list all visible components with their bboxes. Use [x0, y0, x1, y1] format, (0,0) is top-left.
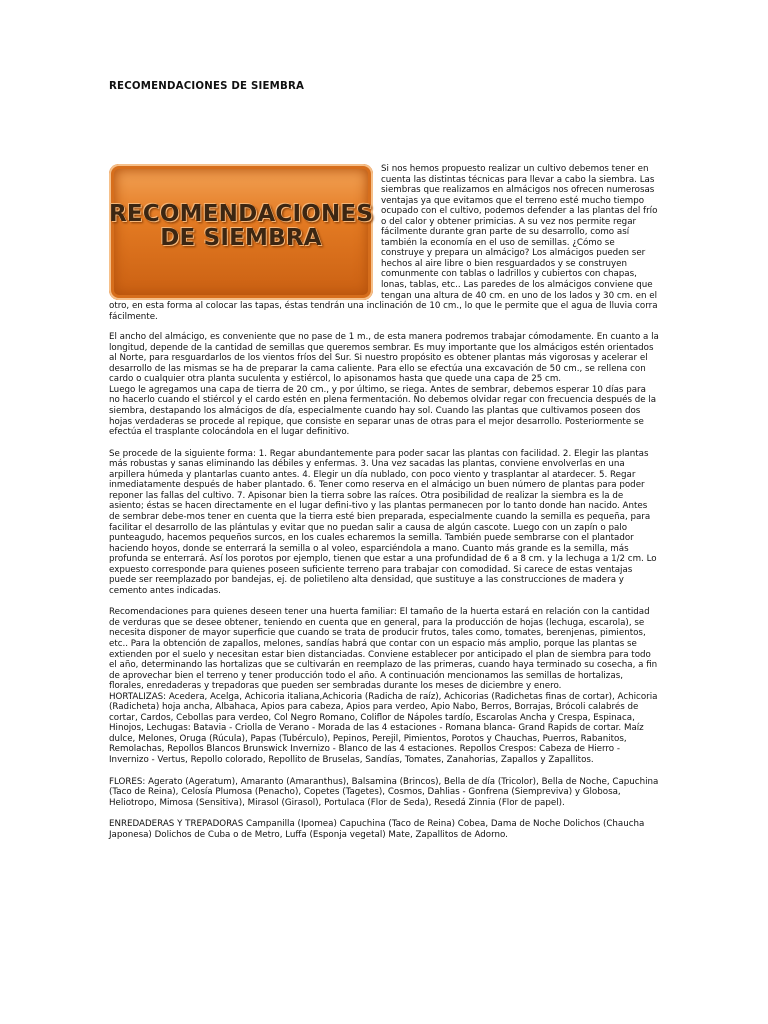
- paragraph-ancho: El ancho del almácigo, es conveniente que no pase de 1 m., de esta manera podremos trabajar cómodamente. En cuanto a la longitud, depende de la cantidad de semillas que queremos sembrar. Es muy importante que los almácigos estén orientados al Norte, para resguardarlos de los vientos fríos del Sur. Si nuestro propósito es obtener plantas más vigorosas y acelerar el desarrollo de las mismas se ha de preparar la cama caliente. Para ello se efectúa una excavación de 50 cm., se rellena con cardo o cualquier otra planta suculenta y estiércol, lo apisonamos hasta que quede una capa de 25 cm.: [109, 332, 659, 385]
- paragraph-intro: Si nos hemos propuesto realizar un cultivo debemos tener en cuenta las distintas técnicas para llevar a cabo la siembra. Las siembras que realizamos en almácigos nos ofrecen numerosas ventajas ya que evitamos que el terreno esté mucho tiempo ocupado con el cultivo, podemos defender a las plantas del frío o del calor y obtener primicias. A su vez nos permite regar fácilmente durante gran parte de su desarrollo, como así también la economía en el uso de semillas. ¿Cómo se construye y prepara un almácigo? Los almácigos pueden ser hechos al aire libre o bien resguardados y se construyen comunmente con tablas o ladrillos y cubiertos con chapas, lonas, tablas, etc.. Las paredes de los almácigos conviene que tengan una altura de 40 cm. en uno de los lados y 30 cm. en el otro, en esta forma al colocar las tapas, éstas tendrán una inclinación de 10 cm., lo que le permite que el agua de lluvia corra fácilmente.: [109, 164, 658, 322]
- paragraph-huerta: Recomendaciones para quienes deseen tener una huerta familiar: El tamaño de la huerta estará en relación con la cantidad de verduras que se desee obtener, teniendo en cuenta que en general, para la producción de hojas (lechuga, escarola), se necesita disponer de mayor superficie que cuando se trata de producir frutos, tales como, tomates, berenjenas, pimientos, etc.. Para la obtención de zapallos, melones, sandías habrá que contar con un espacio más amplio, porque las plantas se extienden por el suelo y necesitan estar bien distanciadas. Conviene establecer por anticipado el plan de siembra para todo el año, determinando las hortalizas que se cultivarán en reemplazo de las primeras, cuando haya terminado su cosecha, a fin de aprovechar bien el terreno y tener producción todo el año. A continuación mencionamos las semillas de hortalizas, florales, enredaderas y trepadoras que pueden ser sembradas durante los meses de diciembre y enero.: [109, 607, 658, 692]
- banner-title: [109, 202, 373, 250]
- banner-title-line2: DE SIEMBRA: [160, 225, 322, 251]
- paragraph-enredaderas: ENREDADERAS Y TREPADORAS Campanilla (Ipomea) Capuchina (Taco de Reina) Cobea, Dama de Noche Dolichos (Chaucha Japonesa) Dolichos de Cuba o de Metro, Luffa (Esponja vegetal) Mate, Zapallitos de Adorno.: [109, 819, 645, 840]
- paragraph-luego: Luego le agregamos una capa de tierra de 20 cm., y por último, se riega. Antes de sembrar, debemos esperar 10 días para no hacerlo cuando el stiércol y el cardo estén en plena fermentación. No debemos olvidar regar con frecuencia después de la siembra, destapando los almácigos de día, especialmente cuando hay sol. Cuando las plantas que cultivamos poseen dos hojas verdaderas se procede al repique, que consiste en separar unas de otras para el mejor desarrollo. Posteriormente se efectúa el trasplante colocándola en el lugar definitivo.: [109, 384, 657, 438]
- paragraph-procede: Se procede de la siguiente forma: 1. Regar abundantemente para poder sacar las plantas con facilidad. 2. Elegir las plantas más robustas y sanas eliminando las débiles y enfermas. 3. Una vez sacadas las plantas, conviene envolverlas en una arpillera húmeda y plantarlas cuanto antes. 4. Elegir un día nublado, con poco viento y trasplantar al atardecer. 5. Regar inmediatamente después de haber plantado. 6. Tener como reserva en el almácigo un buen número de plantas para poder reponer las fallas del cultivo. 7. Apisonar bien la tierra sobre las raíces. Otra posibilidad de realizar la siembra es la de asiento; éstas se hacen directamente en el lugar defini-tivo y las plantas permanecen por lo tanto donde han nacido. Antes de sembrar debe-mos tener en cuenta que la tierra esté bien preparada, especialmente cuando la semilla es pequeña, para facilitar el desarrollo de las plántulas y evitar que no puedan salir a causa de algún cascote. Luego con un zapín o palo punteagudo, hacemos pequeños surcos, en los cuales echaremos la semilla. También puede sembrarse con el plantador haciendo hoyos, donde se enterrará la semilla o al voleo, esparciéndola a mano. Cuanto más grande es la semilla, más profunda se enterrará. Así los porotos por ejemplo, tienen que estar a una profundidad de 6 a 8 cm. y la lechuga a 1/2 cm. Lo expuesto corresponde para quienes poseen suficiente terreno para trabajar con comodidad. Si carece de estas ventajas puede ser reemplazado por bandejas, ej. de polietileno alta densidad, que sustituye a las construcciones de madera y cemento antes indicadas.: [109, 448, 657, 596]
- banner-image: [109, 164, 373, 300]
- banner-title-line1: RECOMENDACIONES: [109, 201, 374, 227]
- page-title: RECOMENDACIONES DE SIEMBRA: [109, 81, 305, 92]
- paragraph-hortalizas: HORTALIZAS: Acedera, Acelga, Achicoria italiana,Achicoria (Radicha de raíz), Achicorias (Radichetas finas de cortar), Achicoria (Radicheta) hoja ancha, Albahaca, Apios para cabeza, Apios para verdeo, Apio Nabo, Berros, Borrajas, Brócoli calabrés de cortar, Cardos, Cebollas para verdeo, Col Negro Romano, Coliflor de Nápoles tardío, Escarolas Ancha y Crespa, Espinaca, Hinojos, Lechugas: Batavia - Criolla de Verano - Morada de las 4 estaciones - Romana blanca- Grand Rapids de cortar. Maíz dulce, Melones, Oruga (Rúcula), Papas (Tubérculo), Pepinos, Perejil, Pimientos, Porotos y Chauchas, Puerros, Rabanitos, Remolachas, Repollos Blancos Brunswick Invernizo - Blanco de las 4 estaciones. Repollos Crespos: Cabeza de Hierro -Invernizo - Vertus, Repollo colorado, Repollito de Bruselas, Sandías, Tomates, Zanahorias, Zapallos y Zapallitos.: [109, 691, 658, 765]
- document-body: [109, 82, 659, 840]
- paragraph-flores: FLORES: Agerato (Ageratum), Amaranto (Amaranthus), Balsamina (Brincos), Bella de día (Tricolor), Bella de Noche, Capuchina (Taco de Reina), Celosía Plumosa (Penacho), Copetes (Tagetes), Cosmos, Dahlias - Gonfrena (Siempreviva) y Globosa, Heliotropo, Mimosa (Sensitiva), Mirasol (Girasol), Portulaca (Flor de Seda), Resedá Zinnia (Flor de papel).: [109, 776, 659, 808]
